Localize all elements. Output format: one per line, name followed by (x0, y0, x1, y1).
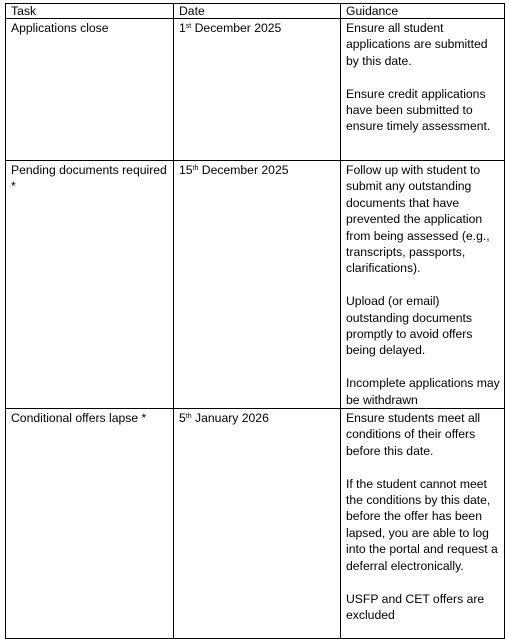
date-rest: December 2025 (198, 163, 289, 177)
task-cell: Applications close (6, 19, 174, 161)
table-header-row (6, 4, 505, 19)
header-guidance: Guidance (341, 4, 505, 19)
guidance-paragraph: USFP and CET offers are excluded (346, 591, 485, 622)
guidance-cell (341, 19, 505, 161)
guidance-paragraph: Ensure credit applications have been submitted to ensure timely assessment. (346, 86, 491, 134)
date-cell (174, 409, 341, 639)
header-task: Task (6, 4, 174, 19)
date-cell (174, 19, 341, 161)
guidance-cell (341, 409, 505, 639)
date-ordinal-suffix: th (192, 165, 199, 172)
guidance-cell (341, 161, 505, 409)
date-day: 15 (179, 163, 193, 177)
task-cell: Conditional offers lapse * (6, 409, 174, 639)
deadlines-table (5, 3, 505, 639)
date-day: 1 (179, 21, 186, 35)
guidance-paragraph: If the student cannot meet the conditions by this date, before the offer has been lapsed, you are able to log into the portal and request a deferral electronically. (346, 476, 498, 573)
date-ordinal-suffix: th (185, 413, 192, 421)
guidance-paragraph: Ensure all student applications are submitted by this date. (346, 21, 488, 68)
guidance-paragraph: Follow up with student to submit any outstanding documents that have prevented the application from being assessed (e.g., transcripts, passports, clarifications). (346, 163, 490, 276)
date-rest: December 2025 (191, 21, 282, 35)
header-date: Date (174, 4, 341, 19)
date-rest: January 2026 (191, 411, 269, 426)
table-row (6, 19, 505, 161)
date-cell (174, 161, 341, 409)
guidance-paragraph: Incomplete applications may be withdrawn (346, 376, 500, 407)
guidance-paragraph: Upload (or email) outstanding documents promptly to avoid offers being delayed. (346, 294, 473, 358)
date-ordinal-suffix: st (185, 23, 192, 30)
table-row (6, 161, 505, 409)
date-day: 5 (179, 411, 186, 426)
task-cell: Pending documents required * (6, 161, 174, 409)
guidance-paragraph: Ensure students meet all conditions of their offers before this date. (346, 411, 481, 458)
table-row (6, 409, 505, 639)
